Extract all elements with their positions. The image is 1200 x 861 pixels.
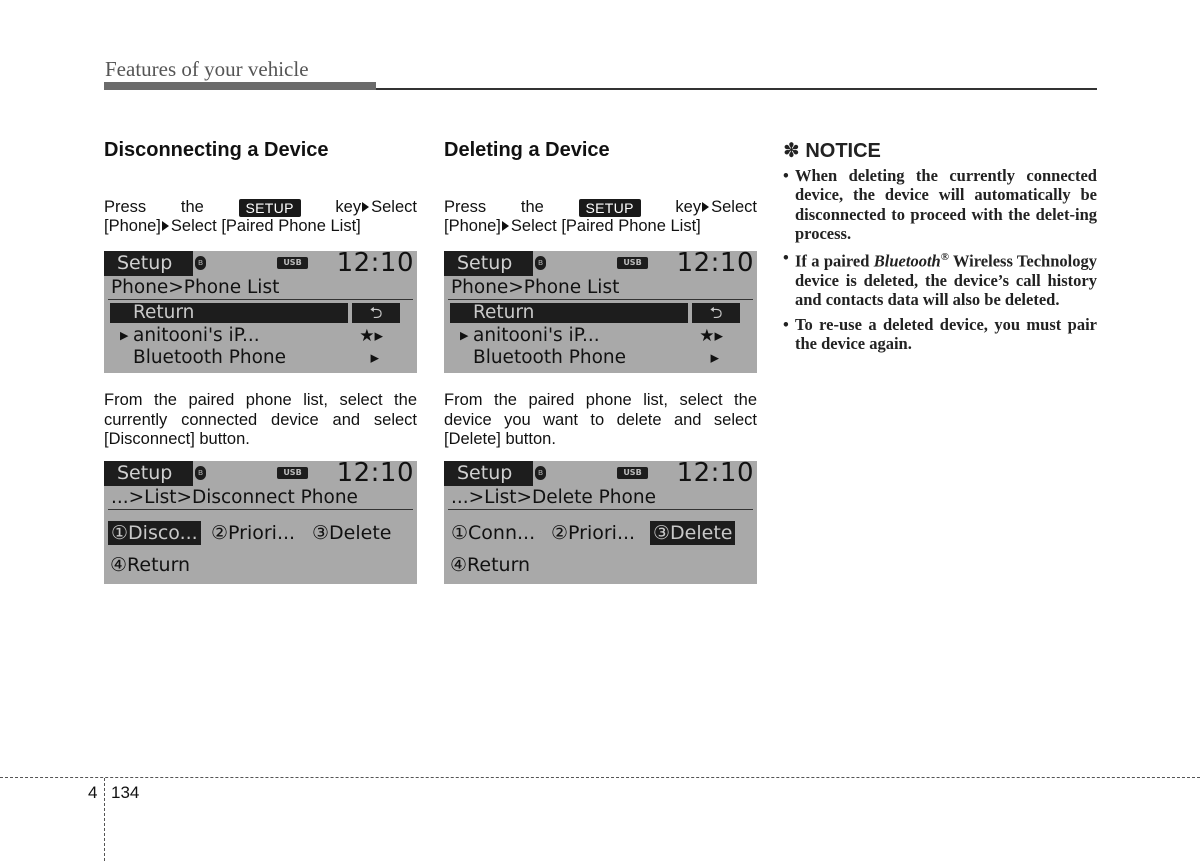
header-rule [376,88,1097,90]
header-bar-thick [104,82,376,90]
setup-key: SETUP [239,199,301,217]
chapter-number: 4 [88,783,98,802]
screen-path: ...>List>Disconnect Phone [108,487,413,510]
notice-item-2-post: Wireless Technology device is deleted, the device’s call history and contacts data will also be deleted. [795,251,1097,310]
return-icon: ⮌ [692,303,740,323]
return-icon: ⮌ [352,303,400,323]
delete-description: From the paired phone list, select the device you want to delete and select [Delete] button. [444,391,757,448]
arrow-right-icon [502,221,509,231]
notice-list [783,166,1097,353]
arrow-right-icon [162,221,169,231]
disconnect-description: From the paired phone list, select the currently connected device and select [Disconnect] button. [104,391,417,448]
option-connect[interactable]: ①Conn... [451,522,536,544]
disconnect-phone-screen [104,458,417,584]
delete-instruction [444,198,757,236]
list-item-bluetooth-phone[interactable] [450,347,751,369]
setup-key: SETUP [579,199,641,217]
option-priority[interactable]: ②Priori... [211,522,296,544]
return-label: Return [450,303,688,323]
instr-press: Press [104,198,147,216]
screen-clock: 12:10 [336,458,414,488]
delete-title: Deleting a Device [444,139,610,161]
instr-press: Press [444,198,487,216]
arrow-right-icon [702,202,709,212]
device-name: anitooni's iP... [473,325,600,346]
notice-title: ✽ NOTICE [783,140,881,162]
bluetooth-phone-label: Bluetooth Phone [473,347,626,368]
instr-phone: [Phone] [104,217,161,235]
instr-the: the [520,198,544,216]
notice-item [783,248,1097,309]
screen-clock: 12:10 [676,248,754,278]
option-delete[interactable]: ③Delete [650,521,735,545]
usb-icon: USB [277,467,308,479]
screen-setup-label: Setup [104,461,193,486]
bluetooth-phone-label: Bluetooth Phone [133,347,286,368]
usb-icon: USB [617,467,648,479]
registered-mark: ® [940,251,949,264]
instr-paired-list: Select [Paired Phone List] [510,217,701,235]
option-return[interactable]: ④Return [110,554,191,576]
notice-item-2-pre: If a paired [795,251,874,271]
screen-path: ...>List>Delete Phone [448,487,753,510]
notice-item-2-bluetooth: Bluetooth [873,251,941,271]
footer-divider [0,777,1200,778]
list-item-bluetooth-phone[interactable] [110,347,411,369]
screen-setup-label: Setup [444,251,533,276]
list-item-return[interactable] [110,303,411,325]
disconnect-phone-list-screen [104,248,417,373]
instr-paired-list: Select [Paired Phone List] [170,217,361,235]
caret-right-icon: ▶ [120,329,129,342]
screen-clock: 12:10 [336,248,414,278]
caret-right-icon: ▸ [710,348,719,368]
page-number: 134 [111,783,140,802]
disconnect-column [104,138,417,236]
bluetooth-icon: ʙ [195,466,206,480]
list-item-device[interactable] [110,325,411,347]
instr-phone: [Phone] [444,217,501,235]
bluetooth-icon: ʙ [535,256,546,270]
delete-phone-screen [444,458,757,584]
instr-the: the [180,198,204,216]
usb-icon: USB [277,257,308,269]
list-item-device[interactable] [450,325,751,347]
star-icon: ★▸ [699,326,723,346]
return-label: Return [110,303,348,323]
option-disconnect[interactable]: ①Disco... [108,521,201,545]
instr-key: key [335,198,362,216]
option-delete[interactable]: ③Delete [312,522,392,544]
caret-right-icon: ▸ [370,348,379,368]
header-title: Features of your vehicle [105,57,309,81]
disconnect-instruction [104,198,417,236]
footer-vertical-divider [104,778,105,861]
star-icon: ★▸ [359,326,383,346]
delete-phone-list-screen [444,248,757,373]
screen-setup-label: Setup [104,251,193,276]
delete-column [444,138,757,236]
screen-setup-label: Setup [444,461,533,486]
usb-icon: USB [617,257,648,269]
screen-path: Phone>Phone List [448,277,753,300]
disconnect-title: Disconnecting a Device [104,139,329,161]
notice-item: • To re-use a deleted device, you must pair the device again. [783,315,1097,354]
caret-right-icon: ▶ [460,329,469,342]
list-item-return[interactable] [450,303,751,325]
arrow-right-icon [362,202,369,212]
instr-select: Select [711,198,757,216]
instr-key: key [675,198,702,216]
option-priority[interactable]: ②Priori... [551,522,636,544]
screen-path: Phone>Phone List [108,277,413,300]
bluetooth-icon: ʙ [535,466,546,480]
bluetooth-icon: ʙ [195,256,206,270]
notice-item: • When deleting the currently connected device, the device will automatically be disconnected to proceed with the delet-ing process. [783,166,1097,243]
device-name: anitooni's iP... [133,325,260,346]
option-return[interactable]: ④Return [450,554,531,576]
notice-box [783,139,1097,358]
screen-clock: 12:10 [676,458,754,488]
instr-select: Select [371,198,417,216]
